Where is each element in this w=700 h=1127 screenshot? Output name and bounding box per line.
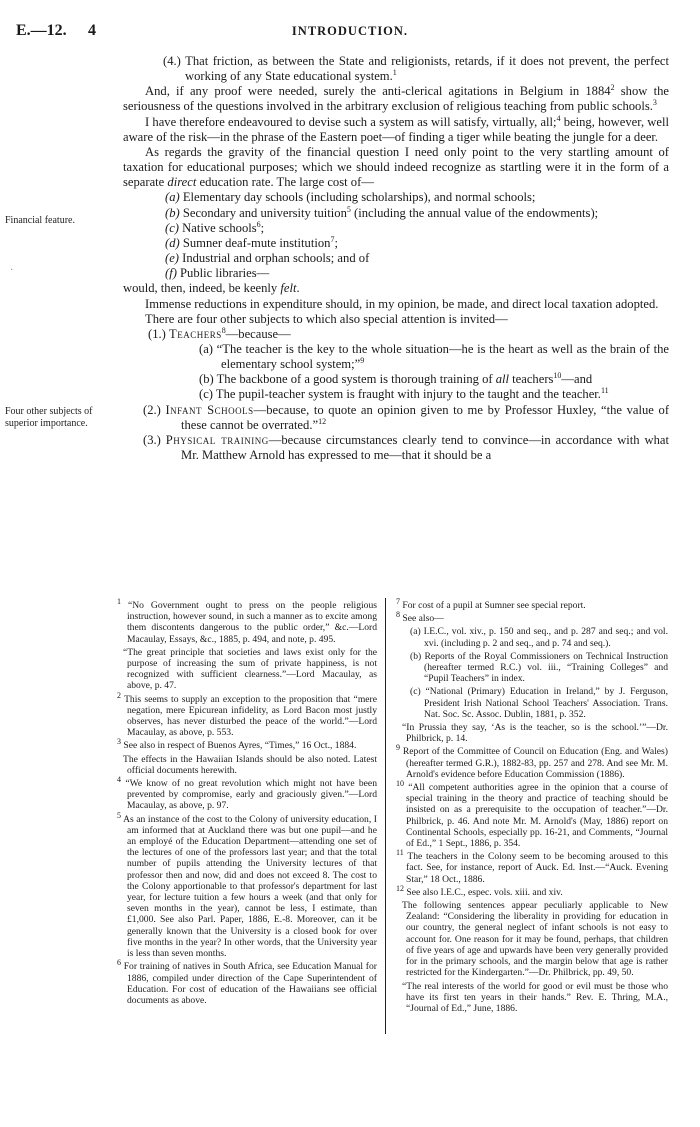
footnote-number: 9 — [396, 743, 400, 753]
footnote-number: 11 — [396, 848, 404, 858]
footnote — [392, 686, 668, 720]
footnote-text: This seems to supply an exception to the proposition that “mere negation, mere Epicurean infidelity, as Lord Bacon most justly observes, has never disturbed the peace of the world.”—Lord Macaulay, as above, p. 553. — [124, 693, 377, 739]
footnote — [392, 883, 668, 898]
footnote-number: 6 — [117, 958, 121, 968]
subject-physical-training: (3.) Physical training—because circumstances clearly tend to convince—in accordance with what Mr. Matthew Arnold has expressed to me—that it should be a — [143, 432, 669, 463]
footnote — [392, 778, 668, 850]
page-mark: · — [10, 265, 14, 276]
paragraph-belgium: And, if any proof were needed, surely the anti-clerical agitations in Belgium in 1884$^2$ show the seriousness of the questions involved in the arbitrary exclusion of religious teaching from public schools.$^3$ — [123, 83, 669, 114]
footnote-number: 3 — [117, 737, 121, 747]
paragraph-felt: would, then, indeed, be keenly felt. — [123, 281, 300, 296]
footnote-text: “No Government ought to press on the people religious instruction, however sound, in such a manner as to excite among them discontents dangerous to the public order,” &c.—Lord Macaulay, Essays, &c., 1885, p. 494, and note, p. 495. — [127, 600, 377, 645]
footnote — [392, 651, 668, 685]
footnote-number: 2 — [117, 690, 121, 700]
page-number: 4 — [88, 22, 96, 39]
footnote-text: The following sentences appear peculiarly applicable to New Zealand: “Considering the liberality in providing for education in our country, the general neglect of infant schools is not easy to account for. One reason for it may be found, perhaps, that children of five years of age and upwards have been very generally provided for in the primary schools, and the margin below that age is rather restricted for the Kindergarten.”—Dr. Philbrick, pp. 49, 50. — [402, 900, 668, 979]
footnote-text: “The real interests of the world for good or evil must be those who have its first ten years in their hands.” Rev. E. Thring, M.A., “Journal of Ed.,” June, 1886. — [402, 980, 668, 1014]
footnotes-left-column — [113, 596, 378, 1008]
footnote — [392, 900, 668, 978]
cost-item: (f) Public libraries— — [165, 266, 270, 281]
footnote-number: 8 — [396, 610, 400, 620]
teachers-point-c: (c) The pupil-teacher system is fraught with injury to the taught and the teacher.$^{11}$ — [199, 386, 609, 402]
footnote — [113, 596, 377, 645]
teachers-point-b: (b) The backbone of a good system is thorough training of all teachers$^{10}$—and — [199, 371, 593, 387]
footnote — [392, 743, 668, 780]
cost-item: (d) Sumner deaf-mute institution$^7$; — [165, 234, 338, 250]
footnote — [113, 690, 377, 739]
footnote-text: “We know of no great revolution which might not have been prevented by compromise, early and graciously given.”—Lord Macaulay, as above, p. 97. — [125, 778, 377, 812]
footnote-number: 5 — [117, 810, 121, 820]
footnote-text: As an instance of the cost to the Colony of university education, I am informed that at Auckland there was but one pupil—and he an employé of the Education Department—attending one set of the lectures of one of the professors last year; and that the total number of pupils attending the University lectures of that professor then and now, did and does not exceed 8. The cost to the Colony apportionable to that professor's department for last year, for lecture tuition a few hours a week (and that only for seven months in the year), cannot be less, I estimate, than £1,000. See also Parl. Paper, 1886, E.-8. Moreover, can it be generally known that the University is a closed book for over five months in the year? In other words, that the University year is less than seven months. — [123, 813, 378, 960]
footnote — [392, 981, 668, 1015]
footnote-text: See also— — [402, 613, 444, 625]
margin-note-financial: Financial feature. — [5, 215, 75, 226]
paragraph-subjects: There are four other subjects to which also special attention is invited— — [145, 311, 508, 326]
cost-list — [123, 190, 669, 281]
paragraph-financial: As regards the gravity of the financial question I need only point to the very startling amount of taxation for educational purposes; which we should indeed recognize as startling were it in the form of a separate direct education rate. The large cost of— — [123, 144, 669, 190]
footnotes-right-column — [392, 596, 668, 1016]
footnote-text: “All competent authorities agree in the opinion that a course of special training in the theory and practice of teaching should be insisted on as a prerequisite to the occupation of teacher.”—Dr. Philbrick, p. 46. And note Mr. M. Arnold's (May, 1886) report on Continental Schools, especially pp. 16-21, and Comments, “Journal of Ed.,” 1 Sept., 1886, p. 354. — [406, 782, 668, 850]
paragraph-reductions: Immense reductions in expenditure should, in my opinion, be made, and direct local taxation adopted. — [145, 296, 659, 311]
footnote-text: The effects in the Hawaiian Islands should be also noted. Latest official documents herewith. — [123, 753, 377, 776]
footnote — [392, 722, 668, 744]
footnote — [113, 754, 377, 776]
cost-item: (c) Native schools$^6$; — [165, 219, 265, 235]
footnote-text: “The great principle that societies and laws exist only for the purpose of increasing the sum of private happiness, is not recognized with sufficient clearness.”—Lord Macaulay, as above, p. 47. — [123, 646, 377, 692]
footnote — [113, 647, 377, 692]
paragraph-friction: (4.) That friction, as between the State and religionists, retards, if it does not prevent, the perfect working of any State educational system.$^1$ — [163, 54, 669, 84]
footnote-text: See also in respect of Buenos Ayres, “Times,” 16 Oct., 1884. — [123, 740, 357, 752]
footnote — [113, 810, 378, 960]
footnote — [392, 848, 668, 885]
footnote-text: For cost of a pupil at Sumner see special report. — [402, 600, 586, 611]
cost-item: (b) Secondary and university tuition$^5$ (including the annual value of the endowments); — [165, 204, 599, 220]
running-title: INTRODUCTION. — [291, 24, 409, 38]
footnote — [392, 610, 668, 625]
footnote-text: (b) Reports of the Royal Commissioners on Technical Instruction (hereafter termed R.C.) vol. iii., “Training Colleges” and “Pupil Teachers” in index. — [410, 650, 668, 685]
subject-infant-schools: (2.) Infant Schools—because, to quote an opinion given to me by Professor Huxley, “the value of these cannot be overrated.”$^{12}$ — [143, 402, 670, 432]
cost-item: (a) Elementary day schools (including scholarships), and normal schools; — [165, 190, 536, 205]
footnote-number: 12 — [396, 883, 404, 893]
footnote-text: (c) “National (Primary) Education in Ireland,” by J. Ferguson, President Irish National School Teachers' Association. Trans. Nat. Soc. Sc. Assoc. Dublin, 1881, p. 352. — [410, 686, 668, 720]
teachers-point-a: (a) “The teacher is the key to the whole situation—he is the heart as well as the brain of the elementary school system;”$^9$ — [199, 341, 669, 372]
footnote-number: 7 — [396, 596, 400, 606]
footnote-text: (a) I.E.C., vol. xiv., p. 150 and seq., and p. 287 and seq.; and vol. xvi. (including p. 2 and seq., and p. 74 and seq.). — [410, 626, 668, 649]
cost-item: (e) Industrial and orphan schools; and of — [165, 251, 370, 266]
footnote — [392, 626, 668, 648]
footnote-column-divider — [385, 598, 386, 1034]
margin-note-four-other: Four other subjects of superior importance. — [5, 406, 93, 429]
body-text — [123, 54, 669, 463]
footnote-number: 10 — [396, 778, 404, 788]
footnote-text: “In Prussia they say, ‘As is the teacher, so is the school.’”—Dr. Philbrick, p. 14. — [402, 722, 668, 745]
footnote-text: For training of natives in South Africa, see Education Manual for 1886, compiled under direction of the Cape Superintendent of Education. For cost of education of the Hawaiians see official documents as above. — [123, 961, 377, 1006]
page-header — [0, 22, 700, 42]
footnote-text: The teachers in the Colony seem to be becoming aroused to this fact. See, for instance, report of Auck. Ed. Inst.—“Auck. Evening Star,” 18 Oct., 1886. — [406, 851, 668, 885]
document-code: E.—12. — [16, 22, 67, 39]
footnote — [113, 774, 377, 812]
footnote-text: See also I.E.C., espec. vols. xiii. and xiv. — [406, 886, 563, 898]
paragraph-system: I have therefore endeavoured to devise such a system as will satisfy, virtually, all;$^4$ being, however, well aware of the risk—in the phrase of the Eastern poet—of finding a tiger while beating the jungle for a deer. — [123, 113, 669, 144]
footnote-number: 4 — [117, 774, 121, 784]
footnote — [113, 737, 377, 752]
footnote — [392, 596, 668, 611]
subject-teachers: (1.) Teachers$^8$—because— — [148, 325, 291, 341]
footnote — [113, 958, 377, 1006]
footnote-number: 1 — [117, 596, 121, 606]
footnote-text: Report of the Committee of Council on Education (Eng. and Wales) (hereafter termed G.R.), 1882-83, pp. 257 and 278. And see Mr. M. Arnold's evidence before Education Commission (1886). — [402, 746, 668, 780]
